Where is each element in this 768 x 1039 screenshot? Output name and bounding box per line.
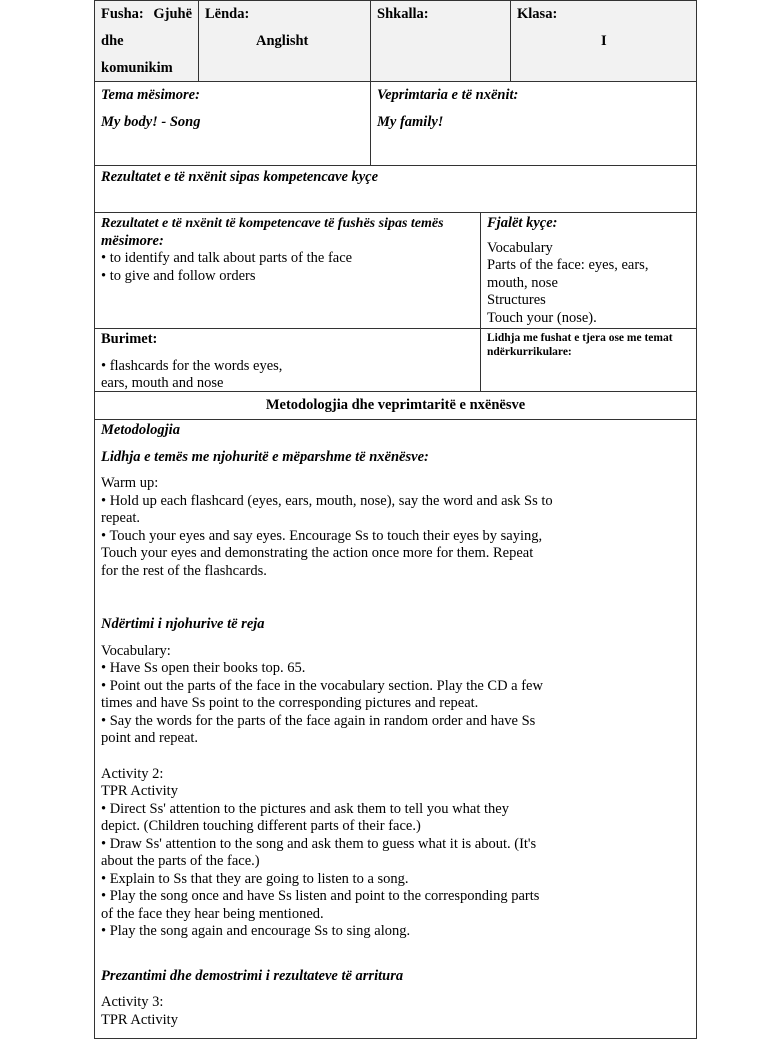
tema-value: My body! - Song <box>101 114 201 130</box>
vocabulary-line: Vocabulary: <box>101 642 171 659</box>
vocabulary-block <box>101 643 571 748</box>
warmup-line: • Touch your eyes and say eyes. Encourage Ss to touch their eyes by saying, <box>101 527 543 544</box>
outcomes-cell <box>94 212 481 329</box>
lidhja-label: Lidhja me fushat e tjera ose me temat <box>487 332 673 344</box>
vocabulary-line: • Point out the parts of the face in the vocabulary section. Play the CD a few <box>101 677 543 694</box>
methodology-header-cell <box>94 391 697 420</box>
activity2-line: • Direct Ss' attention to the pictures and ask them to tell you what they <box>101 800 509 817</box>
activity3-line: Activity 3: <box>101 994 164 1010</box>
lidhja-cell <box>480 328 697 392</box>
fusha-label: Fusha: <box>101 6 144 22</box>
keyword-line: Touch your (nose). <box>487 309 597 326</box>
klasa-cell <box>510 0 697 82</box>
outcome-item: • to identify and talk about parts of the face <box>101 250 353 266</box>
fusha-value: Gjuhë <box>153 6 193 22</box>
shkalla-cell <box>370 0 511 82</box>
lenda-label: Lënda: <box>205 6 250 22</box>
klasa-label: Klasa: <box>517 6 558 22</box>
veprimtaria-value: My family! <box>377 114 444 130</box>
activity2-block <box>101 766 571 941</box>
warmup-line: Touch your eyes and demonstrating the action once more for them. Repeat <box>101 545 534 561</box>
burimet-line: • flashcards for the words eyes, <box>101 357 283 374</box>
lidhja-label-line2: ndërkurrikulare: <box>487 346 572 358</box>
outcomes-label-line2: mësimore: <box>101 232 164 249</box>
tema-label: Tema mësimore: <box>101 87 200 103</box>
activity2-line: depict. (Children touching different parts of their face.) <box>101 818 421 834</box>
outcomes-label: Rezultatet e të nxënit të kompetencave të fushës sipas temës <box>101 216 444 231</box>
prezantimi-heading: Prezantimi dhe demostrimi i rezultateve të arritura <box>101 967 404 984</box>
vocabulary-line: • Have Ss open their books top. 65. <box>101 660 306 676</box>
fusha-value-line2: dhe <box>101 33 124 49</box>
warmup-block <box>101 475 571 580</box>
shkalla-label: Shkalla: <box>377 6 429 22</box>
lenda-cell <box>198 0 371 82</box>
main-text <box>101 420 571 1029</box>
warmup-line: Warm up: <box>101 475 159 491</box>
tema-cell <box>94 81 371 166</box>
veprimtaria-label: Veprimtaria e të nxënit: <box>377 87 519 103</box>
main-content-cell <box>94 419 697 1039</box>
methodology-header: Metodologjia dhe veprimtaritë e nxënësve <box>265 397 526 413</box>
keywords-cell <box>480 212 697 329</box>
warmup-line: repeat. <box>101 510 141 526</box>
metodologjia-heading: Metodologjia <box>101 422 180 438</box>
warmup-line: for the rest of the flashcards. <box>101 562 267 579</box>
activity2-line: about the parts of the face.) <box>101 853 260 869</box>
activity2-line: • Draw Ss' attention to the song and ask them to guess what it is about. (It's <box>101 835 537 852</box>
activity2-line: • Play the song once and have Ss listen and point to the corresponding parts <box>101 888 540 904</box>
fusha-value-line3: komunikim <box>101 60 173 76</box>
veprimtaria-cell <box>370 81 697 166</box>
vocabulary-line: point and repeat. <box>101 730 199 746</box>
activity2-line: TPR Activity <box>101 783 178 799</box>
rezultatet-kyce-label: Rezultatet e të nxënit sipas kompetencave kyçe <box>101 169 379 185</box>
fusha-cell <box>94 0 199 82</box>
keywords-label: Fjalët kyçe: <box>487 215 558 231</box>
rezultatet-kyce-cell <box>94 165 697 213</box>
keyword-line: Vocabulary <box>487 239 553 256</box>
lidhja-temes-heading: Lidhja e temës me njohuritë e mëparshme të nxënësve: <box>101 448 429 465</box>
outcome-item: • to give and follow orders <box>101 267 256 284</box>
warmup-line: • Hold up each flashcard (eyes, ears, mouth, nose), say the word and ask Ss to <box>101 492 553 509</box>
keyword-line: mouth, nose <box>487 274 558 291</box>
vocabulary-line: times and have Ss point to the corresponding pictures and repeat. <box>101 695 479 711</box>
activity2-line: • Play the song again and encourage Ss to sing along. <box>101 923 411 939</box>
burimet-line: ears, mouth and nose <box>101 375 224 391</box>
burimet-label: Burimet: <box>101 331 158 347</box>
klasa-value: I <box>601 33 607 49</box>
lenda-value: Anglisht <box>256 33 309 49</box>
burimet-cell <box>94 328 481 392</box>
vocabulary-line: • Say the words for the parts of the face again in random order and have Ss <box>101 712 536 729</box>
ndertimi-heading: Ndërtimi i njohurive të reja <box>101 616 265 632</box>
keyword-line: Parts of the face: eyes, ears, <box>487 257 649 273</box>
activity2-line: Activity 2: <box>101 765 164 782</box>
activity2-line: • Explain to Ss that they are going to listen to a song. <box>101 870 409 887</box>
lesson-plan-page <box>94 0 697 1028</box>
activity2-line: of the face they hear being mentioned. <box>101 905 324 922</box>
activity3-line: TPR Activity <box>101 1011 178 1028</box>
keyword-line: Structures <box>487 292 546 308</box>
